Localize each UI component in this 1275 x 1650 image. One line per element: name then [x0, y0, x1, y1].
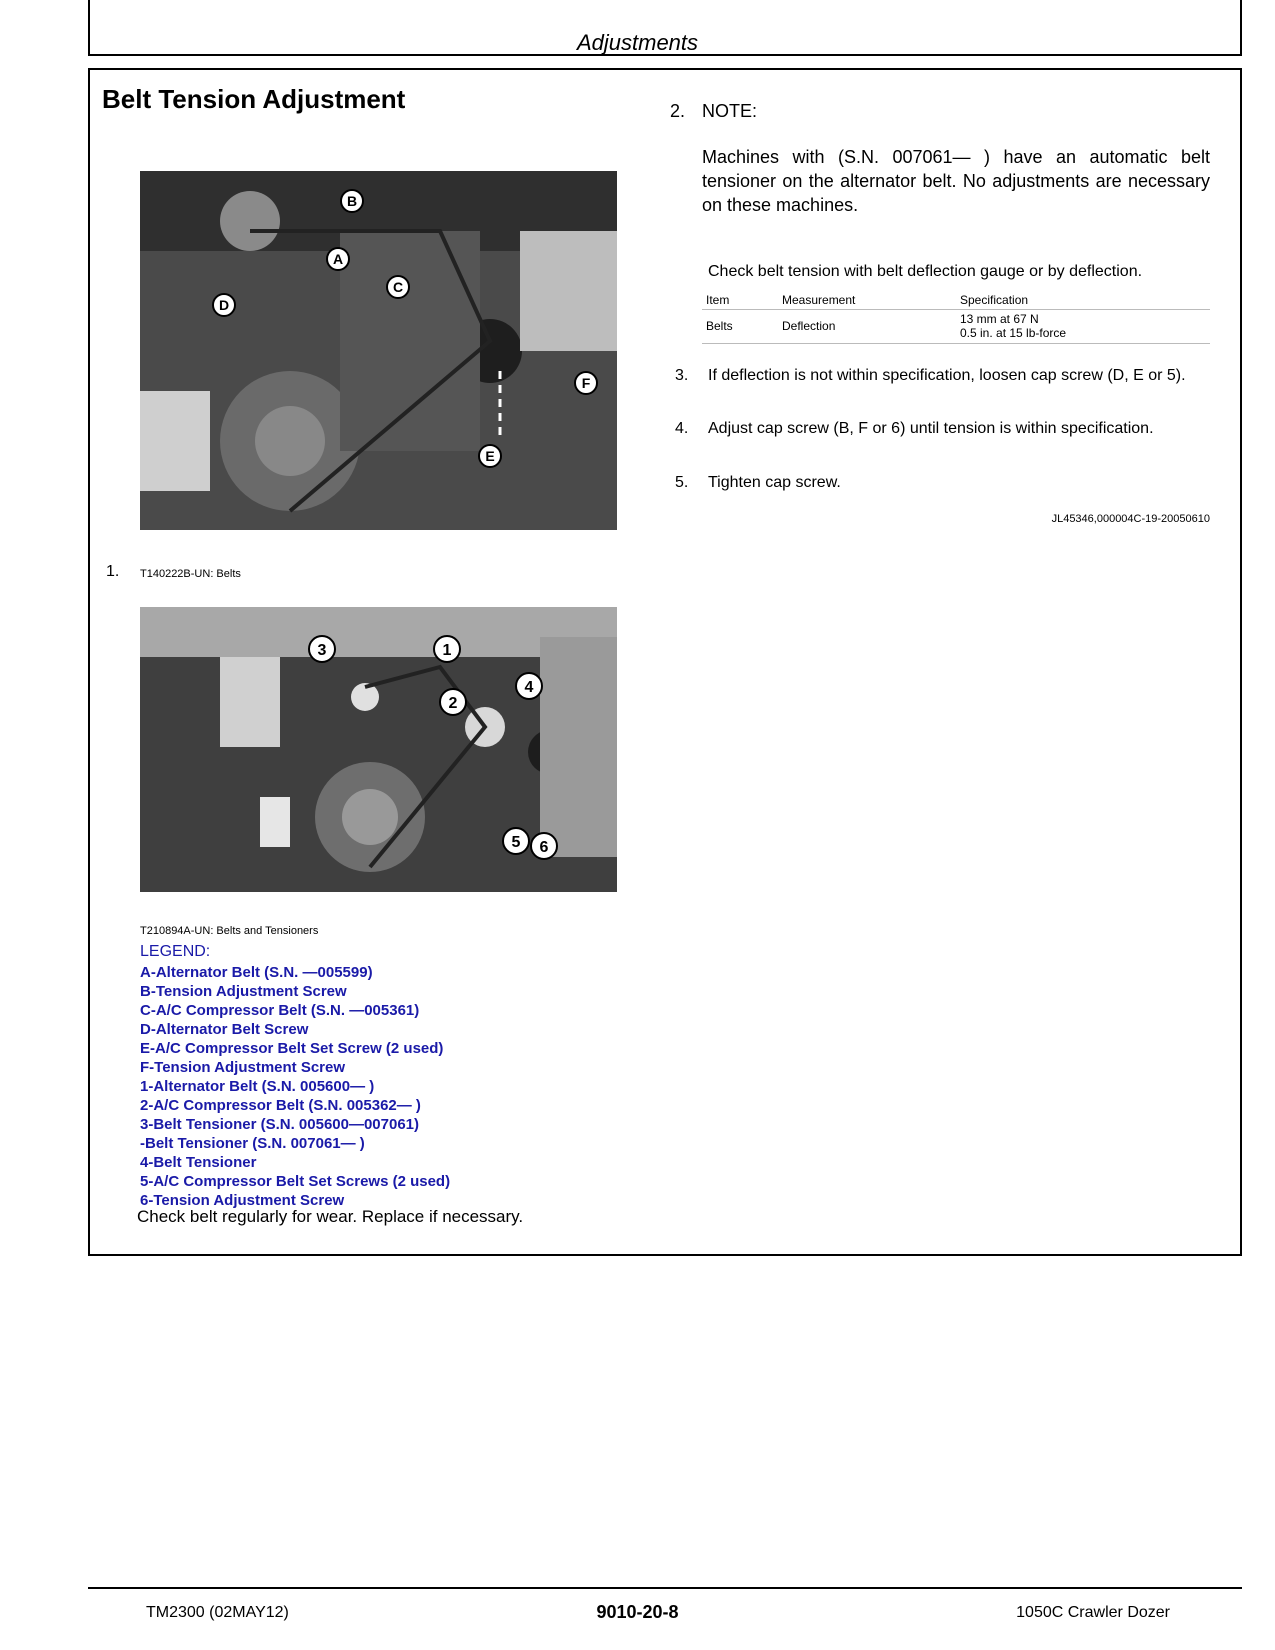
step-number: 3.	[675, 367, 689, 384]
callout-3	[308, 635, 336, 663]
callout-4	[515, 672, 543, 700]
spec-cell-specification	[956, 309, 1210, 343]
step-text: If deflection is not within specification, loosen cap screw (D, E or 5).	[708, 367, 1186, 384]
legend-item: C-A/C Compressor Belt (S.N. —005361)	[140, 1002, 420, 1019]
spec-header-measurement: Measurement	[782, 292, 856, 307]
legend-item: 4-Belt Tensioner	[140, 1154, 257, 1171]
spec-header-item: Item	[706, 292, 730, 307]
legend-item: B-Tension Adjustment Screw	[140, 983, 347, 1000]
legend-heading: LEGEND:	[140, 943, 211, 960]
callout-label: C	[392, 279, 404, 295]
legend-item: A-Alternator Belt (S.N. —005599)	[140, 964, 373, 981]
callout-c	[386, 275, 410, 299]
step-text: Tighten cap screw.	[708, 474, 841, 491]
step-number: 5.	[675, 474, 689, 491]
footer-rule	[88, 1587, 1242, 1589]
callout-label: D	[218, 297, 230, 313]
callout-label: 3	[317, 642, 327, 659]
callout-label: A	[332, 251, 344, 267]
callout-a	[326, 247, 350, 271]
callout-label: E	[485, 448, 495, 464]
figure-caption: T210894A-UN: Belts and Tensioners	[140, 925, 319, 937]
spec-intro: Check belt tension with belt deflection gauge or by deflection.	[708, 263, 1143, 280]
legend-item: 1-Alternator Belt (S.N. 005600— )	[140, 1078, 375, 1095]
callout-1	[433, 635, 461, 663]
callout-label: 6	[539, 839, 549, 856]
legend-item: 3-Belt Tensioner (S.N. 005600—007061)	[140, 1116, 420, 1133]
spec-header-specification: Specification	[960, 292, 1029, 307]
legend-list	[140, 963, 450, 1210]
note-label: NOTE:	[702, 101, 758, 121]
belts-tensioners-photo	[140, 607, 617, 892]
figure-caption: T140222B-UN: Belts	[140, 568, 241, 580]
callout-e	[478, 444, 502, 468]
callout-f	[574, 371, 598, 395]
engine-photo-graphic	[140, 171, 617, 530]
document-id: JL45346,000004C-19-20050610	[1051, 513, 1210, 525]
callout-2	[439, 688, 467, 716]
step-number: 2.	[670, 101, 686, 121]
callout-6	[530, 832, 558, 860]
spec-table	[702, 291, 1210, 344]
spec-cell-measurement: Deflection	[782, 319, 836, 333]
callout-label: 5	[511, 834, 521, 851]
legend-item: 2-A/C Compressor Belt (S.N. 005362— )	[140, 1097, 421, 1114]
footer-page-number: 9010-20-8	[596, 1602, 679, 1622]
callout-label: 2	[448, 695, 458, 712]
callout-b	[340, 189, 364, 213]
spec-value-imperial: 0.5 in. at 15 lb-force	[960, 326, 1067, 340]
legend-item: F-Tension Adjustment Screw	[140, 1059, 346, 1076]
note-text: Machines with (S.N. 007061— ) have an automatic belt tensioner on the alternator belt. No adjustments are necessary on these machines.	[702, 147, 1210, 215]
legend-item: 5-A/C Compressor Belt Set Screws (2 used)	[140, 1173, 451, 1190]
footer-manual-id: TM2300 (02MAY12)	[146, 1604, 289, 1621]
callout-label: 4	[524, 679, 534, 696]
step-text: Adjust cap screw (B, F or 6) until tension is within specification.	[708, 420, 1154, 437]
spec-cell-item: Belts	[706, 319, 733, 333]
callout-5	[502, 827, 530, 855]
legend-item: 6-Tension Adjustment Screw	[140, 1192, 345, 1209]
section-title: Belt Tension Adjustment	[102, 84, 406, 114]
page-header-title: Adjustments	[576, 30, 699, 55]
legend-item: -Belt Tensioner (S.N. 007061— )	[140, 1135, 365, 1152]
callout-label: B	[346, 193, 358, 209]
belts-photo	[140, 171, 617, 530]
legend-item: E-A/C Compressor Belt Set Screw (2 used)	[140, 1040, 444, 1057]
figure-number: 1.	[106, 563, 120, 580]
callout-label: 1	[442, 642, 452, 659]
step-number: 4.	[675, 420, 689, 437]
callout-d	[212, 293, 236, 317]
callout-label: F	[581, 375, 591, 391]
legend-item: D-Alternator Belt Screw	[140, 1021, 309, 1038]
spec-value-metric: 13 mm at 67 N	[960, 312, 1039, 326]
legend-note: Check belt regularly for wear. Replace if necessary.	[137, 1207, 524, 1226]
footer-machine-name: 1050C Crawler Dozer	[1016, 1604, 1170, 1621]
